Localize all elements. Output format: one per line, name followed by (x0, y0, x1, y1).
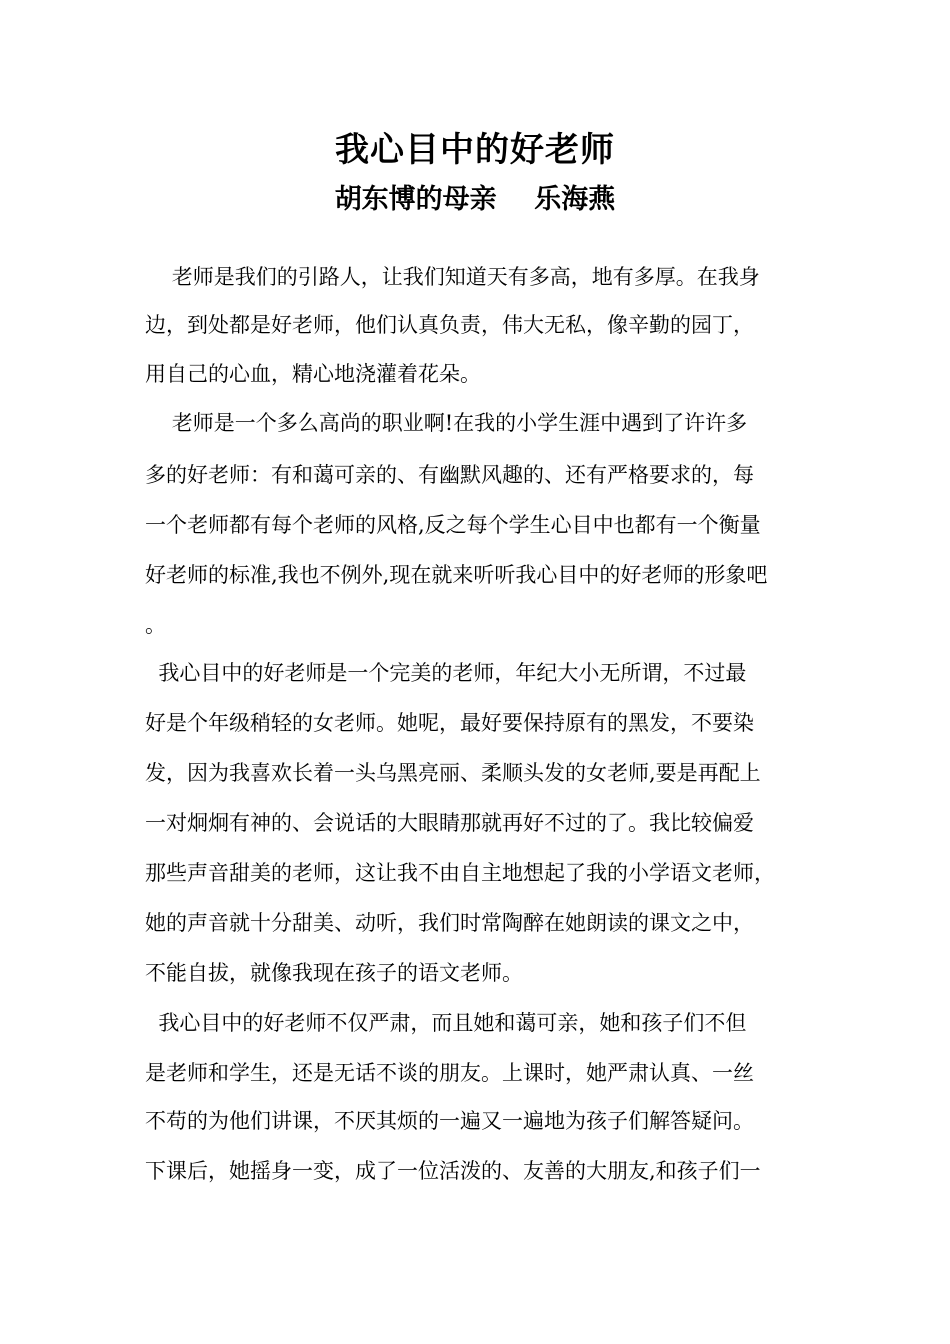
text-line: 不能自拔，就像我现在孩子的语文老师。 (145, 961, 523, 985)
text-line: 我心目中的好老师是一个完美的老师，年纪大小无所谓，不过最 (145, 661, 747, 685)
text-line: 她的声音就十分甜美、动听，我们时常陶醉在她朗读的课文之中， (145, 911, 754, 935)
text-line: 。 (145, 613, 166, 637)
text-line: 多的好老师：有和蔼可亲的、有幽默风趣的、还有严格要求的，每 (145, 463, 754, 487)
text-line: 一对炯炯有神的、会说话的大眼睛那就再好不过的了。我比较偏爱 (145, 811, 754, 835)
text-line: 发，因为我喜欢长着一头乌黑亮丽、柔顺头发的女老师,要是再配上 (145, 761, 761, 785)
text-line: 好老师的标准,我也不例外,现在就来听听我心目中的好老师的形象吧 (145, 563, 768, 587)
text-line: 那些声音甜美的老师，这让我不由自主地想起了我的小学语文老师， (145, 861, 775, 885)
text-line: 老师是一个多么高尚的职业啊!在我的小学生涯中遇到了许许多 (145, 411, 748, 435)
text-line: 老师是我们的引路人，让我们知道天有多高，地有多厚。在我身 (145, 265, 760, 289)
text-line: 边，到处都是好老师，他们认真负责，伟大无私，像辛勤的园丁， (145, 313, 754, 337)
document-subtitle: 胡东博的母亲 乐海燕 (334, 184, 616, 215)
text-line: 不苟的为他们讲课，不厌其烦的一遍又一遍地为孩子们解答疑问。 (145, 1109, 754, 1133)
document-title: 我心目中的好老师 (335, 130, 615, 170)
text-line: 一个老师都有每个老师的风格,反之每个学生心目中也都有一个衡量 (145, 513, 761, 537)
text-line: 下课后，她摇身一变，成了一位活泼的、友善的大朋友,和孩子们一 (145, 1159, 761, 1183)
text-line: 好是个年级稍轻的女老师。她呢，最好要保持原有的黑发，不要染 (145, 711, 754, 735)
text-line: 用自己的心血，精心地浇灌着花朵。 (145, 362, 481, 386)
text-line: 是老师和学生，还是无话不谈的朋友。上课时，她严肃认真、一丝 (145, 1061, 754, 1085)
text-line: 我心目中的好老师不仅严肃，而且她和蔼可亲，她和孩子们不但 (145, 1011, 747, 1035)
